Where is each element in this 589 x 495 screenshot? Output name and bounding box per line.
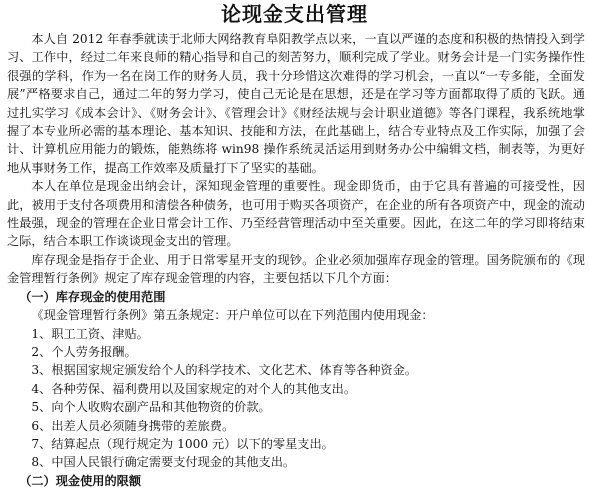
- paragraph-cash-definition: 库存现金是指存于企业、用于日常零星开支的现钞。企业必须加强库存现金的管理。国务院颁布的《现金管理暂行条例》规定了库存现金管理的内容，主要包括以下几个方面：: [7, 252, 585, 286]
- section-intro: 《现金管理暂行条例》第五条规定：开户单位可以在下列范围内使用现金：: [31, 308, 434, 323]
- list-item: 7、结算起点（现行规定为 1000 元）以下的零星支出。: [31, 436, 334, 451]
- list-item: 5、向个人收购农副产品和其他物资的价款。: [31, 400, 271, 415]
- section-heading-usage-scope: （一）库存现金的使用范围: [19, 289, 166, 304]
- section-heading-usage-limit: （二）现金使用的限额: [19, 473, 142, 488]
- list-item: 4、各种劳保、福利费用以及国家规定的对个人的其他支出。: [31, 381, 357, 396]
- paragraph-intro: 本人自 2012 年春季就读于北师大网络教育阜阳教学点以来，一直以严谨的态度和积极的热情投入到学习、工作中，经过二年来良师的精心指导和自己的刻苦努力，顺利完成了学业。财务会计是一门实务操作性很强的学科，作为一名在岗工作的财务人员，我十分珍惜这次难得的学习机会，一直以“一专多能，全面发展”严格要求自己，通过二年的努力学习，使自己无论是在思想，还是在学习等方面都取得了质的飞跃。通过扎实学习《成本会计》、《财务会计》、《管理会计》《财经法规与会计职业道德》等各门课程，我系统地掌握了本专业所必需的基本理论、基本知识、技能和方法，在此基础上，结合专业特点及工作实际，加强了会计、计算机应用能力的锻炼，能熟练将 win98 操作系统灵活运用到财务办公中编辑文档，制表等，为更好地从事财务工作，提高工作效率及质量打下了坚实的基础。: [7, 32, 585, 175]
- list-item: 3、根据国家规定颁发给个人的科学技术、文化艺术、体育等各种资金。: [31, 363, 417, 378]
- list-item: 8、中国人民银行确定需要支付现金的其他支出。: [31, 455, 296, 470]
- paragraph-cash-importance: 本人在单位是现金出纳会计，深知现金管理的重要性。现金即货币，由于它具有普遍的可接受性，因此，被用于支付各项费用和清偿各种债务，也可用于购买各项资产，在企业的所有各项资产中，现金的流动性最强，现金的管理在企业日常会计工作、乃至经营管理活动中至关重要。因此，在这二年的学习即将结束之际，结合本职工作谈谈现金支出的管理。: [7, 179, 585, 249]
- document-body: [7, 30, 585, 490]
- list-item: 1、职工工资、津贴。: [31, 326, 149, 341]
- document-title: 论现金支出管理: [221, 2, 368, 26]
- list-item: 6、出差人员必须随身携带的差旅费。: [31, 418, 235, 433]
- list-item: 2、个人劳务报酬。: [31, 344, 137, 359]
